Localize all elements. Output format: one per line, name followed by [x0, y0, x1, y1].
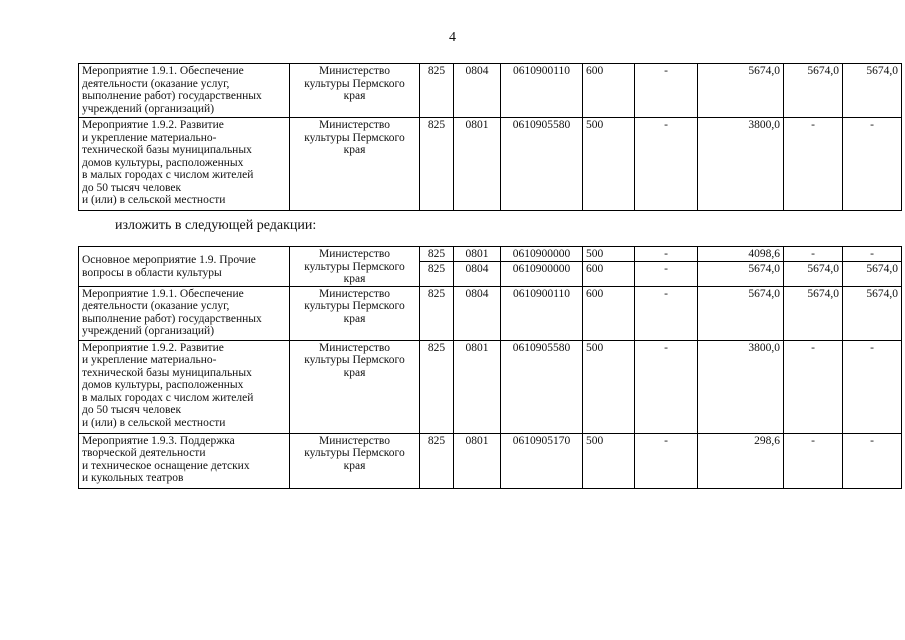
text-line: и укрепление материально-	[82, 354, 217, 366]
text-line: творческой деятельности	[82, 447, 206, 459]
section-cell: 0801	[454, 118, 501, 211]
kvsr-cell: 825	[420, 433, 454, 488]
text-line: технической базы муниципальных	[82, 144, 252, 156]
text-line: края	[343, 90, 366, 102]
text-line: культуры Пермского	[304, 300, 405, 312]
text-line: края	[343, 144, 366, 156]
year1-amount-cell: 5674,0	[698, 64, 784, 118]
text-line: деятельности (оказание услуг,	[82, 77, 230, 90]
section-cell: 0804	[454, 64, 501, 118]
text-line: и кукольных театров	[82, 472, 184, 484]
kvsr-cell: 825	[420, 262, 454, 286]
section-cell: 0804	[454, 262, 501, 286]
year2-amount-cell: -	[784, 340, 843, 433]
blank-cell: -	[635, 433, 698, 488]
year3-amount-cell: 5674,0	[843, 64, 902, 118]
blank-cell: -	[635, 118, 698, 211]
text-line: и техническое оснащение детских	[82, 459, 250, 472]
text-line: и (или) в сельской местности	[82, 416, 226, 429]
expense-type-cell: 600	[583, 64, 635, 118]
text-line: Мероприятие 1.9.1. Обеспечение	[82, 287, 244, 300]
measure-name-cell	[79, 64, 290, 118]
text-line: до 50 тысяч человек	[82, 404, 182, 416]
table-row	[79, 286, 902, 340]
text-line: края	[343, 312, 366, 325]
kvsr-cell: 825	[420, 286, 454, 340]
ministry-cell	[290, 433, 420, 488]
year3-amount-cell: 5674,0	[843, 286, 902, 340]
target-article-cell: 0610900000	[501, 247, 583, 262]
text-line: Мероприятие 1.9.2. Развитие	[82, 341, 224, 354]
year2-amount-cell: 5674,0	[784, 64, 843, 118]
blank-cell: -	[635, 64, 698, 118]
text-line: Министерство	[319, 119, 390, 131]
page-number: 4	[449, 30, 456, 45]
text-line: Основное мероприятие 1.9. Прочие	[82, 254, 256, 267]
blank-cell: -	[635, 247, 698, 262]
new-budget-table	[78, 246, 902, 489]
target-article-cell: 0610900110	[501, 286, 583, 340]
text-line: учреждений (организаций)	[82, 102, 215, 115]
blank-cell: -	[635, 262, 698, 286]
table-row	[79, 64, 902, 118]
text-line: культуры Пермского	[304, 131, 405, 144]
year3-amount-cell: 5674,0	[843, 262, 902, 286]
year2-amount-cell: -	[784, 118, 843, 211]
year1-amount-cell: 5674,0	[698, 262, 784, 286]
text-line: Министерство	[319, 341, 390, 354]
text-line: и укрепление материально-	[82, 131, 217, 144]
target-article-cell: 0610900000	[501, 262, 583, 286]
text-line: Мероприятие 1.9.2. Развитие	[82, 119, 224, 131]
measure-name-cell	[79, 286, 290, 340]
year3-amount-cell: -	[843, 118, 902, 211]
target-article-cell: 0610905170	[501, 433, 583, 488]
year1-amount-cell: 4098,6	[698, 247, 784, 262]
text-line: края	[343, 366, 366, 379]
text-line: деятельности (оказание услуг,	[82, 300, 230, 312]
kvsr-cell: 825	[420, 247, 454, 262]
text-line: выполнение работ) государственных	[82, 90, 262, 102]
table-row	[79, 118, 902, 211]
target-article-cell: 0610905580	[501, 118, 583, 211]
text-line: вопросы в области культуры	[82, 266, 222, 279]
text-line: культуры Пермского	[304, 260, 405, 273]
expense-type-cell: 600	[583, 286, 635, 340]
text-line: Министерство	[319, 248, 390, 260]
blank-cell: -	[635, 340, 698, 433]
year2-amount-cell: -	[784, 247, 843, 262]
year3-amount-cell: -	[843, 247, 902, 262]
year3-amount-cell: -	[843, 433, 902, 488]
expense-type-cell: 500	[583, 247, 635, 262]
measure-name-cell	[79, 433, 290, 488]
year1-amount-cell: 298,6	[698, 433, 784, 488]
section-cell: 0801	[454, 340, 501, 433]
year1-amount-cell: 5674,0	[698, 286, 784, 340]
text-line: Министерство	[319, 65, 390, 77]
measure-name-cell	[79, 340, 290, 433]
text-line: технической базы муниципальных	[82, 366, 252, 379]
kvsr-cell: 825	[420, 64, 454, 118]
section-cell: 0804	[454, 286, 501, 340]
year2-amount-cell: 5674,0	[784, 286, 843, 340]
text-line: культуры Пермского	[304, 77, 405, 90]
kvsr-cell: 825	[420, 118, 454, 211]
text-line: до 50 тысяч человек	[82, 181, 182, 194]
text-line: выполнение работ) государственных	[82, 312, 262, 325]
ministry-cell	[290, 286, 420, 340]
table-row	[79, 340, 902, 433]
target-article-cell: 0610900110	[501, 64, 583, 118]
ministry-cell	[290, 118, 420, 211]
text-line: учреждений (организаций)	[82, 325, 215, 337]
text-line: Министерство	[319, 287, 390, 300]
year3-amount-cell: -	[843, 340, 902, 433]
table-row	[79, 433, 902, 488]
text-line: края	[343, 273, 366, 285]
ministry-cell	[290, 340, 420, 433]
text-line: в малых городах с числом жителей	[82, 169, 254, 181]
section-cell: 0801	[454, 247, 501, 262]
measure-name-cell	[79, 118, 290, 211]
section-cell: 0801	[454, 433, 501, 488]
year1-amount-cell: 3800,0	[698, 340, 784, 433]
ministry-cell	[290, 247, 420, 287]
expense-type-cell: 500	[583, 433, 635, 488]
year1-amount-cell: 3800,0	[698, 118, 784, 211]
expense-type-cell: 500	[583, 340, 635, 433]
expense-type-cell: 600	[583, 262, 635, 286]
text-line: и (или) в сельской местности	[82, 194, 226, 206]
text-line: Мероприятие 1.9.3. Поддержка	[82, 434, 235, 447]
instruction-text: изложить в следующей редакции:	[115, 218, 317, 233]
kvsr-cell: 825	[420, 340, 454, 433]
blank-cell: -	[635, 286, 698, 340]
year2-amount-cell: 5674,0	[784, 262, 843, 286]
text-line: культуры Пермского	[304, 447, 405, 459]
text-line: Министерство	[319, 434, 390, 447]
year2-amount-cell: -	[784, 433, 843, 488]
old-budget-table	[78, 63, 902, 211]
text-line: культуры Пермского	[304, 354, 405, 366]
table-row	[79, 247, 902, 262]
target-article-cell: 0610905580	[501, 340, 583, 433]
text-line: края	[343, 459, 366, 472]
ministry-cell	[290, 64, 420, 118]
text-line: домов культуры, расположенных	[82, 156, 244, 169]
text-line: Мероприятие 1.9.1. Обеспечение	[82, 65, 244, 77]
measure-name-cell	[79, 247, 290, 287]
text-line: в малых городах с числом жителей	[82, 391, 254, 404]
text-line: домов культуры, расположенных	[82, 379, 244, 391]
expense-type-cell: 500	[583, 118, 635, 211]
